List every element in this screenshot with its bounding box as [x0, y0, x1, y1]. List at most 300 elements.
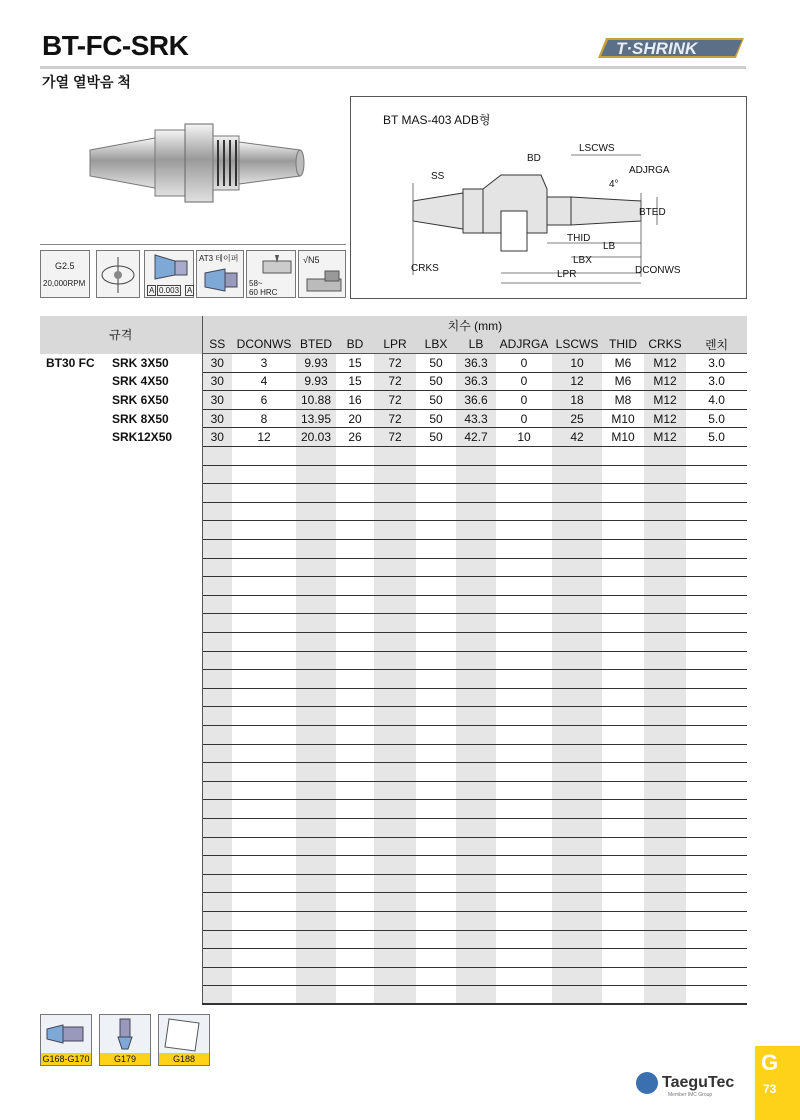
empty-cell: [40, 558, 110, 577]
empty-cell: [416, 911, 456, 930]
empty-cell: [202, 633, 232, 652]
empty-cell: [110, 484, 202, 503]
value-cell: 20.03: [296, 428, 336, 447]
empty-cell: [686, 837, 747, 856]
empty-cell: [686, 986, 747, 1005]
empty-row: [40, 818, 747, 837]
empty-cell: [40, 911, 110, 930]
label-crks: CRKS: [411, 263, 439, 274]
empty-cell: [456, 577, 496, 596]
empty-cell: [232, 484, 296, 503]
value-cell: 4.0: [686, 391, 747, 410]
empty-cell: [110, 800, 202, 819]
empty-cell: [416, 651, 456, 670]
empty-cell: [336, 577, 374, 596]
empty-cell: [456, 614, 496, 633]
empty-cell: [202, 930, 232, 949]
empty-cell: [202, 781, 232, 800]
empty-cell: [232, 595, 296, 614]
empty-cell: [456, 986, 496, 1005]
empty-cell: [496, 670, 552, 689]
empty-cell: [202, 949, 232, 968]
empty-cell: [110, 502, 202, 521]
empty-cell: [456, 763, 496, 782]
empty-cell: [456, 595, 496, 614]
empty-cell: [296, 911, 336, 930]
empty-cell: [602, 930, 644, 949]
value-cell: 25: [552, 409, 602, 428]
empty-row: [40, 484, 747, 503]
empty-cell: [552, 744, 602, 763]
runout-icon: [144, 250, 194, 298]
empty-cell: [552, 521, 602, 540]
empty-cell: [496, 911, 552, 930]
empty-cell: [496, 967, 552, 986]
empty-cell: [552, 577, 602, 596]
empty-cell: [416, 670, 456, 689]
empty-cell: [296, 558, 336, 577]
empty-cell: [232, 967, 296, 986]
empty-cell: [40, 633, 110, 652]
table-row: [40, 428, 747, 447]
column-header: DCONWS: [232, 335, 296, 354]
empty-cell: [202, 986, 232, 1005]
column-header: 렌치: [686, 335, 747, 354]
value-cell: 8: [232, 409, 296, 428]
empty-cell: [336, 930, 374, 949]
empty-cell: [456, 484, 496, 503]
empty-cell: [374, 874, 416, 893]
empty-cell: [336, 633, 374, 652]
title-rule: [40, 66, 746, 69]
empty-cell: [602, 818, 644, 837]
value-cell: 42.7: [456, 428, 496, 447]
empty-cell: [232, 447, 296, 466]
empty-cell: [416, 521, 456, 540]
empty-cell: [40, 781, 110, 800]
empty-row: [40, 893, 747, 912]
value-cell: 20: [336, 409, 374, 428]
empty-cell: [686, 856, 747, 875]
empty-cell: [232, 633, 296, 652]
empty-row: [40, 744, 747, 763]
empty-cell: [644, 670, 686, 689]
value-cell: M8: [602, 391, 644, 410]
empty-cell: [374, 558, 416, 577]
empty-cell: [232, 818, 296, 837]
empty-cell: [552, 595, 602, 614]
empty-cell: [456, 744, 496, 763]
empty-cell: [602, 725, 644, 744]
empty-cell: [202, 688, 232, 707]
empty-row: [40, 447, 747, 466]
empty-cell: [686, 670, 747, 689]
empty-cell: [602, 763, 644, 782]
empty-cell: [456, 874, 496, 893]
empty-cell: [416, 744, 456, 763]
empty-cell: [374, 521, 416, 540]
empty-cell: [686, 447, 747, 466]
empty-cell: [110, 595, 202, 614]
empty-cell: [40, 670, 110, 689]
tool-photo: [70, 110, 330, 220]
empty-cell: [602, 595, 644, 614]
value-cell: M12: [644, 372, 686, 391]
empty-cell: [552, 502, 602, 521]
empty-cell: [456, 949, 496, 968]
empty-cell: [336, 651, 374, 670]
empty-cell: [644, 800, 686, 819]
empty-cell: [374, 856, 416, 875]
empty-cell: [296, 930, 336, 949]
icons-rule: [40, 244, 346, 245]
empty-cell: [416, 967, 456, 986]
empty-cell: [296, 781, 336, 800]
empty-cell: [296, 986, 336, 1005]
label-ss: SS: [431, 171, 445, 182]
empty-cell: [232, 893, 296, 912]
empty-cell: [416, 540, 456, 559]
empty-cell: [686, 521, 747, 540]
empty-cell: [336, 670, 374, 689]
group-cell: BT30 FC: [46, 355, 95, 370]
column-header: BD: [336, 335, 374, 354]
value-cell: 30: [202, 409, 232, 428]
empty-cell: [202, 744, 232, 763]
value-cell: 50: [416, 428, 456, 447]
value-cell: 30: [202, 391, 232, 410]
column-header: THID: [602, 335, 644, 354]
ref-box-manual[interactable]: [158, 1014, 210, 1066]
empty-cell: [202, 725, 232, 744]
spec-table: [40, 316, 747, 1005]
empty-cell: [232, 670, 296, 689]
empty-cell: [456, 725, 496, 744]
empty-cell: [496, 484, 552, 503]
empty-row: [40, 911, 747, 930]
empty-cell: [552, 540, 602, 559]
technical-diagram: [350, 96, 747, 299]
page-title: BT-FC-SRK: [42, 30, 189, 61]
empty-cell: [110, 763, 202, 782]
empty-cell: [202, 595, 232, 614]
empty-cell: [456, 893, 496, 912]
empty-cell: [374, 688, 416, 707]
empty-cell: [110, 781, 202, 800]
empty-cell: [232, 874, 296, 893]
empty-row: [40, 558, 747, 577]
empty-cell: [202, 911, 232, 930]
empty-cell: [40, 614, 110, 633]
empty-cell: [552, 967, 602, 986]
empty-cell: [110, 837, 202, 856]
value-cell: 30: [202, 428, 232, 447]
empty-cell: [374, 967, 416, 986]
empty-cell: [40, 818, 110, 837]
empty-cell: [552, 930, 602, 949]
value-cell: 12: [232, 428, 296, 447]
empty-cell: [202, 521, 232, 540]
empty-cell: [686, 763, 747, 782]
ref-box-cutter[interactable]: [99, 1014, 151, 1066]
empty-cell: [296, 744, 336, 763]
value-cell: 72: [374, 391, 416, 410]
empty-cell: [686, 577, 747, 596]
empty-cell: [456, 781, 496, 800]
value-cell: 10: [496, 428, 552, 447]
empty-cell: [40, 893, 110, 912]
empty-row: [40, 502, 747, 521]
value-cell: 43.3: [456, 409, 496, 428]
empty-cell: [416, 465, 456, 484]
section-tab: [755, 1046, 800, 1120]
empty-cell: [232, 837, 296, 856]
empty-cell: [552, 688, 602, 707]
empty-cell: [336, 558, 374, 577]
empty-cell: [496, 763, 552, 782]
empty-cell: [110, 911, 202, 930]
value-cell: 5.0: [686, 428, 747, 447]
empty-row: [40, 707, 747, 726]
empty-cell: [296, 818, 336, 837]
value-cell: 16: [336, 391, 374, 410]
empty-cell: [110, 707, 202, 726]
empty-cell: [374, 911, 416, 930]
empty-cell: [232, 614, 296, 633]
empty-cell: [496, 577, 552, 596]
empty-cell: [232, 465, 296, 484]
empty-cell: [496, 633, 552, 652]
empty-cell: [496, 930, 552, 949]
empty-cell: [644, 781, 686, 800]
empty-row: [40, 800, 747, 819]
empty-cell: [110, 651, 202, 670]
empty-cell: [110, 986, 202, 1005]
empty-cell: [686, 688, 747, 707]
empty-cell: [374, 725, 416, 744]
empty-cell: [456, 540, 496, 559]
empty-cell: [602, 521, 644, 540]
empty-cell: [416, 800, 456, 819]
empty-cell: [232, 707, 296, 726]
roughness-value: √N5: [303, 255, 320, 265]
value-cell: 12: [552, 372, 602, 391]
empty-cell: [552, 986, 602, 1005]
empty-row: [40, 577, 747, 596]
table-row: [40, 409, 747, 428]
empty-cell: [496, 744, 552, 763]
empty-cell: [686, 614, 747, 633]
empty-cell: [232, 688, 296, 707]
empty-cell: [644, 558, 686, 577]
empty-cell: [110, 744, 202, 763]
empty-row: [40, 540, 747, 559]
group-cell: [40, 372, 110, 391]
empty-cell: [686, 651, 747, 670]
label-bd: BD: [527, 153, 541, 164]
empty-cell: [686, 707, 747, 726]
empty-cell: [416, 986, 456, 1005]
empty-cell: [232, 911, 296, 930]
value-cell: 36.3: [456, 354, 496, 373]
empty-cell: [602, 874, 644, 893]
empty-cell: [232, 558, 296, 577]
empty-cell: [416, 930, 456, 949]
empty-cell: [552, 633, 602, 652]
empty-cell: [110, 893, 202, 912]
runout-ref-a2: A: [187, 286, 193, 295]
value-cell: 42: [552, 428, 602, 447]
empty-row: [40, 521, 747, 540]
empty-cell: [296, 502, 336, 521]
column-header: LB: [456, 335, 496, 354]
empty-cell: [374, 893, 416, 912]
empty-cell: [552, 707, 602, 726]
empty-cell: [110, 967, 202, 986]
page-subtitle: 가열 열박음 척: [42, 74, 131, 90]
empty-cell: [202, 614, 232, 633]
empty-cell: [40, 540, 110, 559]
empty-cell: [296, 651, 336, 670]
brand-logo-icon: [636, 1072, 658, 1094]
empty-cell: [110, 856, 202, 875]
empty-cell: [202, 465, 232, 484]
empty-row: [40, 781, 747, 800]
empty-cell: [336, 447, 374, 466]
empty-cell: [374, 837, 416, 856]
value-cell: M10: [602, 409, 644, 428]
value-cell: 10.88: [296, 391, 336, 410]
empty-cell: [496, 688, 552, 707]
hardness-icon: [246, 250, 296, 298]
empty-cell: [40, 577, 110, 596]
empty-cell: [374, 744, 416, 763]
empty-cell: [644, 763, 686, 782]
empty-cell: [496, 818, 552, 837]
empty-cell: [374, 800, 416, 819]
value-cell: 15: [336, 354, 374, 373]
empty-cell: [110, 725, 202, 744]
empty-cell: [336, 763, 374, 782]
value-cell: 0: [496, 354, 552, 373]
column-header: ADJRGA: [496, 335, 552, 354]
value-cell: M12: [644, 354, 686, 373]
empty-cell: [602, 484, 644, 503]
empty-cell: [110, 540, 202, 559]
empty-cell: [644, 874, 686, 893]
empty-cell: [40, 725, 110, 744]
column-header: LBX: [416, 335, 456, 354]
empty-row: [40, 670, 747, 689]
value-cell: M12: [644, 409, 686, 428]
empty-cell: [374, 577, 416, 596]
empty-cell: [496, 949, 552, 968]
ref-label-manual: G188: [159, 1053, 209, 1065]
value-cell: 5.0: [686, 409, 747, 428]
empty-cell: [686, 874, 747, 893]
value-cell: 26: [336, 428, 374, 447]
empty-cell: [456, 521, 496, 540]
empty-cell: [110, 521, 202, 540]
empty-cell: [644, 521, 686, 540]
value-cell: M10: [602, 428, 644, 447]
empty-cell: [644, 744, 686, 763]
empty-cell: [416, 447, 456, 466]
empty-cell: [232, 930, 296, 949]
empty-cell: [644, 502, 686, 521]
group-cell: [40, 409, 110, 428]
empty-cell: [202, 874, 232, 893]
empty-cell: [686, 818, 747, 837]
empty-cell: [456, 465, 496, 484]
runout-ref-a: A: [149, 286, 155, 295]
value-cell: 4: [232, 372, 296, 391]
empty-cell: [496, 521, 552, 540]
empty-cell: [296, 540, 336, 559]
empty-cell: [296, 874, 336, 893]
empty-cell: [374, 633, 416, 652]
empty-cell: [686, 465, 747, 484]
empty-cell: [456, 707, 496, 726]
empty-cell: [374, 465, 416, 484]
table-row: [40, 372, 747, 391]
empty-cell: [602, 688, 644, 707]
empty-cell: [602, 614, 644, 633]
empty-cell: [644, 447, 686, 466]
value-cell: 30: [202, 372, 232, 391]
column-header: SS: [202, 335, 232, 354]
empty-cell: [644, 614, 686, 633]
ref-box-holders[interactable]: [40, 1014, 92, 1066]
empty-row: [40, 688, 747, 707]
empty-cell: [374, 595, 416, 614]
value-cell: 13.95: [296, 409, 336, 428]
hardness-line1: 58~: [249, 279, 263, 288]
tshrink-logo: [596, 34, 746, 62]
empty-cell: [602, 893, 644, 912]
empty-cell: [496, 447, 552, 466]
dims-header: 치수 (mm): [202, 316, 747, 335]
empty-cell: [202, 763, 232, 782]
value-cell: M12: [644, 391, 686, 410]
empty-cell: [456, 800, 496, 819]
value-cell: 9.93: [296, 372, 336, 391]
empty-cell: [496, 837, 552, 856]
empty-cell: [416, 893, 456, 912]
label-thid: THID: [567, 233, 591, 244]
empty-cell: [644, 725, 686, 744]
empty-cell: [232, 949, 296, 968]
empty-cell: [496, 893, 552, 912]
empty-cell: [40, 930, 110, 949]
empty-cell: [644, 818, 686, 837]
empty-cell: [644, 949, 686, 968]
empty-cell: [644, 837, 686, 856]
empty-cell: [336, 521, 374, 540]
empty-cell: [552, 818, 602, 837]
value-cell: M6: [602, 372, 644, 391]
empty-row: [40, 763, 747, 782]
label-lscws: LSCWS: [579, 143, 615, 154]
empty-cell: [496, 707, 552, 726]
empty-cell: [232, 763, 296, 782]
value-cell: 6: [232, 391, 296, 410]
value-cell: 50: [416, 372, 456, 391]
page-number: 73: [763, 1082, 777, 1096]
empty-cell: [416, 633, 456, 652]
value-cell: 3: [232, 354, 296, 373]
empty-cell: [602, 744, 644, 763]
